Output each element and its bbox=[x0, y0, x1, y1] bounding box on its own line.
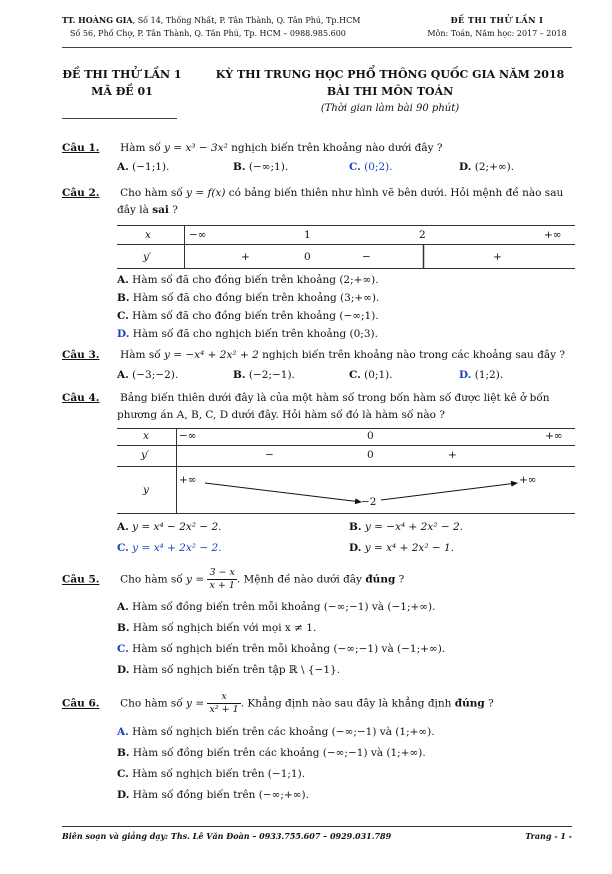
address-line-2: Số 56, Phố Chợ, P. Tân Thành, Q. Tân Phú, Tp. HCM – 0988.985.600 bbox=[70, 29, 346, 38]
option-text: Hàm số nghịch biến với mọi x ≠ 1. bbox=[132, 622, 317, 634]
q4-option-d[interactable] bbox=[349, 541, 454, 556]
x-value: 2 bbox=[419, 229, 426, 241]
q2-option-d[interactable] bbox=[117, 327, 378, 342]
option-text: (1;2). bbox=[474, 369, 504, 381]
option-label: C. bbox=[349, 369, 361, 381]
option-text: Hàm số đã cho đồng biến trên khoảng (−∞;1). bbox=[132, 310, 379, 322]
q6-option-c[interactable] bbox=[117, 767, 305, 782]
question-3 bbox=[62, 348, 565, 363]
fraction-denominator: x + 1 bbox=[209, 580, 235, 591]
sign: − bbox=[362, 251, 371, 263]
variation-table-svg bbox=[117, 225, 575, 269]
y-prime-row-label: y′ bbox=[143, 251, 152, 263]
question-text-end: . Mệnh đề nào dưới đây bbox=[236, 573, 366, 586]
q5-option-a[interactable] bbox=[117, 600, 436, 615]
option-label: D. bbox=[349, 542, 362, 554]
sign: − bbox=[265, 449, 274, 461]
sign: + bbox=[493, 251, 502, 263]
q1-option-c[interactable] bbox=[349, 160, 393, 175]
option-label: C. bbox=[117, 310, 129, 322]
x-value: 1 bbox=[304, 229, 311, 241]
fraction bbox=[207, 567, 236, 592]
option-label: C. bbox=[117, 643, 129, 655]
q6-option-a[interactable] bbox=[117, 725, 435, 740]
q3-option-d[interactable] bbox=[459, 368, 503, 383]
option-text: y = −x⁴ + 2x² − 2. bbox=[364, 521, 463, 533]
sign: + bbox=[241, 251, 250, 263]
option-text: Hàm số nghịch biến trên (−1;1). bbox=[132, 768, 306, 780]
q6-option-d[interactable] bbox=[117, 788, 309, 803]
exam-round: ĐỀ THI THỬ LẦN 1 bbox=[62, 68, 182, 81]
exam-code: MÃ ĐỀ 01 bbox=[91, 85, 153, 98]
q2-option-a[interactable] bbox=[117, 273, 379, 288]
x-row-label: x bbox=[143, 430, 149, 442]
option-text: y = x⁴ − 2x² − 2. bbox=[132, 521, 222, 533]
question-mark: ? bbox=[395, 573, 405, 586]
q4-option-b[interactable] bbox=[349, 520, 463, 535]
formula-lhs: y = bbox=[186, 573, 205, 586]
question-text: Cho hàm số bbox=[120, 697, 187, 710]
question-label: Câu 1. bbox=[62, 142, 100, 154]
q3-option-c[interactable] bbox=[349, 368, 393, 383]
exam-name: KỲ THI TRUNG HỌC PHỔ THÔNG QUỐC GIA NĂM 2018 bbox=[215, 68, 565, 81]
option-label: D. bbox=[459, 369, 472, 381]
option-label: B. bbox=[349, 521, 362, 533]
option-text: y = x⁴ + 2x² − 1. bbox=[364, 542, 455, 554]
option-label: D. bbox=[117, 664, 130, 676]
question-text: Cho hàm số bbox=[120, 187, 187, 199]
footer-divider bbox=[62, 826, 572, 827]
x-value: 0 bbox=[367, 430, 374, 442]
x-value: −∞ bbox=[189, 229, 207, 241]
option-text: Hàm số nghịch biến trên mỗi khoảng (−∞;−1) và (−1;+∞). bbox=[132, 643, 446, 655]
option-label: B. bbox=[233, 161, 246, 173]
question-text-end: . Khẳng định nào sau đây là khẳng định bbox=[240, 697, 455, 710]
header-left bbox=[62, 14, 360, 40]
option-text: Hàm số nghịch biến trên tập ℝ \ {−1}. bbox=[132, 664, 341, 676]
option-label: C. bbox=[349, 161, 361, 173]
option-text: Hàm số đồng biến trên (−∞;+∞). bbox=[132, 789, 309, 801]
option-label: A. bbox=[117, 161, 129, 173]
question-4-line-2: phương án A, B, C, D dưới đây. Hỏi hàm số đó là hàm số nào ? bbox=[117, 409, 445, 421]
q5-option-c[interactable] bbox=[117, 642, 445, 657]
address-line-1: , Số 14, Thống Nhất, P. Tân Thành, Q. Tân Phú, Tp.HCM bbox=[132, 16, 361, 25]
x-value: +∞ bbox=[544, 229, 562, 241]
question-6 bbox=[62, 691, 494, 716]
x-value: +∞ bbox=[545, 430, 563, 442]
center-name: TT. HOÀNG GIA bbox=[62, 15, 133, 25]
option-label: C. bbox=[117, 768, 129, 780]
option-text: Hàm số nghịch biến trên các khoảng (−∞;−1) và (1;+∞). bbox=[132, 726, 435, 738]
question-text: Hàm số bbox=[120, 349, 164, 361]
option-text: (0;2). bbox=[364, 161, 393, 173]
emphasis-word: đúng bbox=[365, 573, 396, 586]
exam-duration: (Thời gian làm bài 90 phút) bbox=[320, 103, 460, 114]
option-label: D. bbox=[459, 161, 472, 173]
q6-option-b[interactable] bbox=[117, 746, 426, 761]
fraction-denominator: x² + 1 bbox=[209, 704, 239, 715]
q3-option-b[interactable] bbox=[233, 368, 295, 383]
question-mark: ? bbox=[484, 697, 494, 710]
emphasis-word: đúng bbox=[454, 697, 485, 710]
question-1 bbox=[62, 141, 443, 156]
question-label: Câu 6. bbox=[62, 697, 100, 710]
option-label: D. bbox=[117, 328, 130, 340]
option-text: (−∞;1). bbox=[248, 161, 289, 173]
question-label: Câu 5. bbox=[62, 573, 100, 586]
q5-option-d[interactable] bbox=[117, 663, 340, 678]
formula-lhs: y = bbox=[186, 697, 205, 710]
question-text: Cho hàm số bbox=[120, 573, 187, 586]
option-label: A. bbox=[117, 274, 129, 286]
option-label: A. bbox=[117, 726, 129, 738]
option-text: Hàm số đã cho nghịch biến trên khoảng (0;3). bbox=[132, 328, 378, 340]
sign: 0 bbox=[304, 251, 311, 263]
left-title-block bbox=[62, 66, 182, 100]
q4-option-a[interactable] bbox=[117, 520, 221, 535]
page-number: Trang - 1 - bbox=[525, 831, 572, 841]
emphasis-word: sai bbox=[152, 204, 169, 216]
formula: y = −x⁴ + 2x² + 2 bbox=[163, 349, 259, 361]
option-text: (0;1). bbox=[364, 369, 393, 381]
option-label: A. bbox=[117, 369, 129, 381]
x-value: −∞ bbox=[179, 430, 197, 442]
y-prime-row-label: y′ bbox=[141, 449, 150, 461]
option-text: Hàm số đồng biến trên mỗi khoảng (−∞;−1) và (−1;+∞). bbox=[132, 601, 436, 613]
option-text: (−1;1). bbox=[132, 161, 170, 173]
question-2-line-2 bbox=[117, 203, 178, 218]
q2-option-b[interactable] bbox=[117, 291, 379, 306]
question-label: Câu 2. bbox=[62, 187, 100, 199]
header-divider bbox=[62, 47, 572, 48]
footer-author: Biên soạn và giảng dạy: Ths. Lê Văn Đoàn – 0933.755.607 – 0929.031.789 bbox=[62, 831, 392, 841]
question-text: Hàm số bbox=[120, 142, 164, 154]
option-label: B. bbox=[117, 622, 130, 634]
subject-line: Môn: Toán, Năm học: 2017 – 2018 bbox=[427, 29, 567, 38]
option-text: (−2;−1). bbox=[248, 369, 295, 381]
exam-title-header: ĐỀ THI THỬ LẦN I bbox=[450, 15, 544, 25]
option-label: C. bbox=[117, 542, 129, 554]
y-row-label: y bbox=[143, 484, 149, 496]
question-text-end: nghịch biến trên khoảng nào dưới đây ? bbox=[227, 142, 443, 154]
fraction-numerator: x bbox=[207, 691, 240, 704]
q4-option-c[interactable] bbox=[117, 541, 221, 556]
option-label: B. bbox=[117, 747, 130, 759]
q2-option-c[interactable] bbox=[117, 309, 379, 324]
question-2 bbox=[62, 186, 563, 201]
question-text-end: có bảng biến thiên như hình vẽ bên dưới. Hỏi mệnh đề nào sau bbox=[225, 187, 564, 199]
fraction-numerator: 3 − x bbox=[209, 567, 235, 578]
question-4 bbox=[62, 391, 550, 406]
y-value: −2 bbox=[361, 496, 377, 508]
option-label: D. bbox=[117, 789, 130, 801]
q2-variation-table bbox=[117, 225, 575, 269]
option-label: A. bbox=[117, 601, 129, 613]
question-text-end: nghịch biến trên khoảng nào trong các khoảng sau đây ? bbox=[258, 349, 565, 361]
question-text: đây là bbox=[117, 204, 153, 216]
x-row-label: x bbox=[145, 229, 151, 241]
option-text: y = x⁴ + 2x² − 2. bbox=[132, 542, 222, 554]
question-mark: ? bbox=[168, 204, 178, 216]
y-value: +∞ bbox=[179, 474, 197, 486]
center-title-block bbox=[210, 66, 570, 100]
y-value: +∞ bbox=[519, 474, 537, 486]
fraction bbox=[207, 691, 240, 716]
option-text: Hàm số đã cho đồng biến trên khoảng (2;+∞). bbox=[132, 274, 379, 286]
option-label: A. bbox=[117, 521, 129, 533]
question-label: Câu 4. bbox=[62, 392, 100, 404]
sign: 0 bbox=[367, 449, 374, 461]
option-text: (−3;−2). bbox=[132, 369, 179, 381]
option-text: Hàm số đồng biến trên các khoảng (−∞;−1) và (1;+∞). bbox=[132, 747, 426, 759]
q5-option-b[interactable] bbox=[117, 621, 316, 636]
option-label: B. bbox=[233, 369, 246, 381]
q1-option-a[interactable] bbox=[117, 160, 169, 175]
formula: y = f(x) bbox=[186, 187, 226, 199]
header-right bbox=[422, 14, 572, 40]
q1-option-b[interactable] bbox=[233, 160, 288, 175]
left-title-rule bbox=[62, 118, 177, 119]
option-label: B. bbox=[117, 292, 130, 304]
subject-name: BÀI THI MÔN TOÁN bbox=[326, 85, 454, 98]
formula: y = x³ − 3x² bbox=[163, 142, 228, 154]
option-text: (2;+∞). bbox=[474, 161, 515, 173]
question-5 bbox=[62, 567, 404, 592]
option-text: Hàm số đã cho đồng biến trên khoảng (3;+∞). bbox=[132, 292, 380, 304]
q4-variation-table bbox=[117, 428, 575, 514]
q1-option-d[interactable] bbox=[459, 160, 514, 175]
q3-option-a[interactable] bbox=[117, 368, 178, 383]
question-text: Bảng biến thiên dưới đây là của một hàm số trong bốn hàm số được liệt kê ở bốn bbox=[120, 392, 550, 404]
question-label: Câu 3. bbox=[62, 349, 100, 361]
sign: + bbox=[448, 449, 457, 461]
